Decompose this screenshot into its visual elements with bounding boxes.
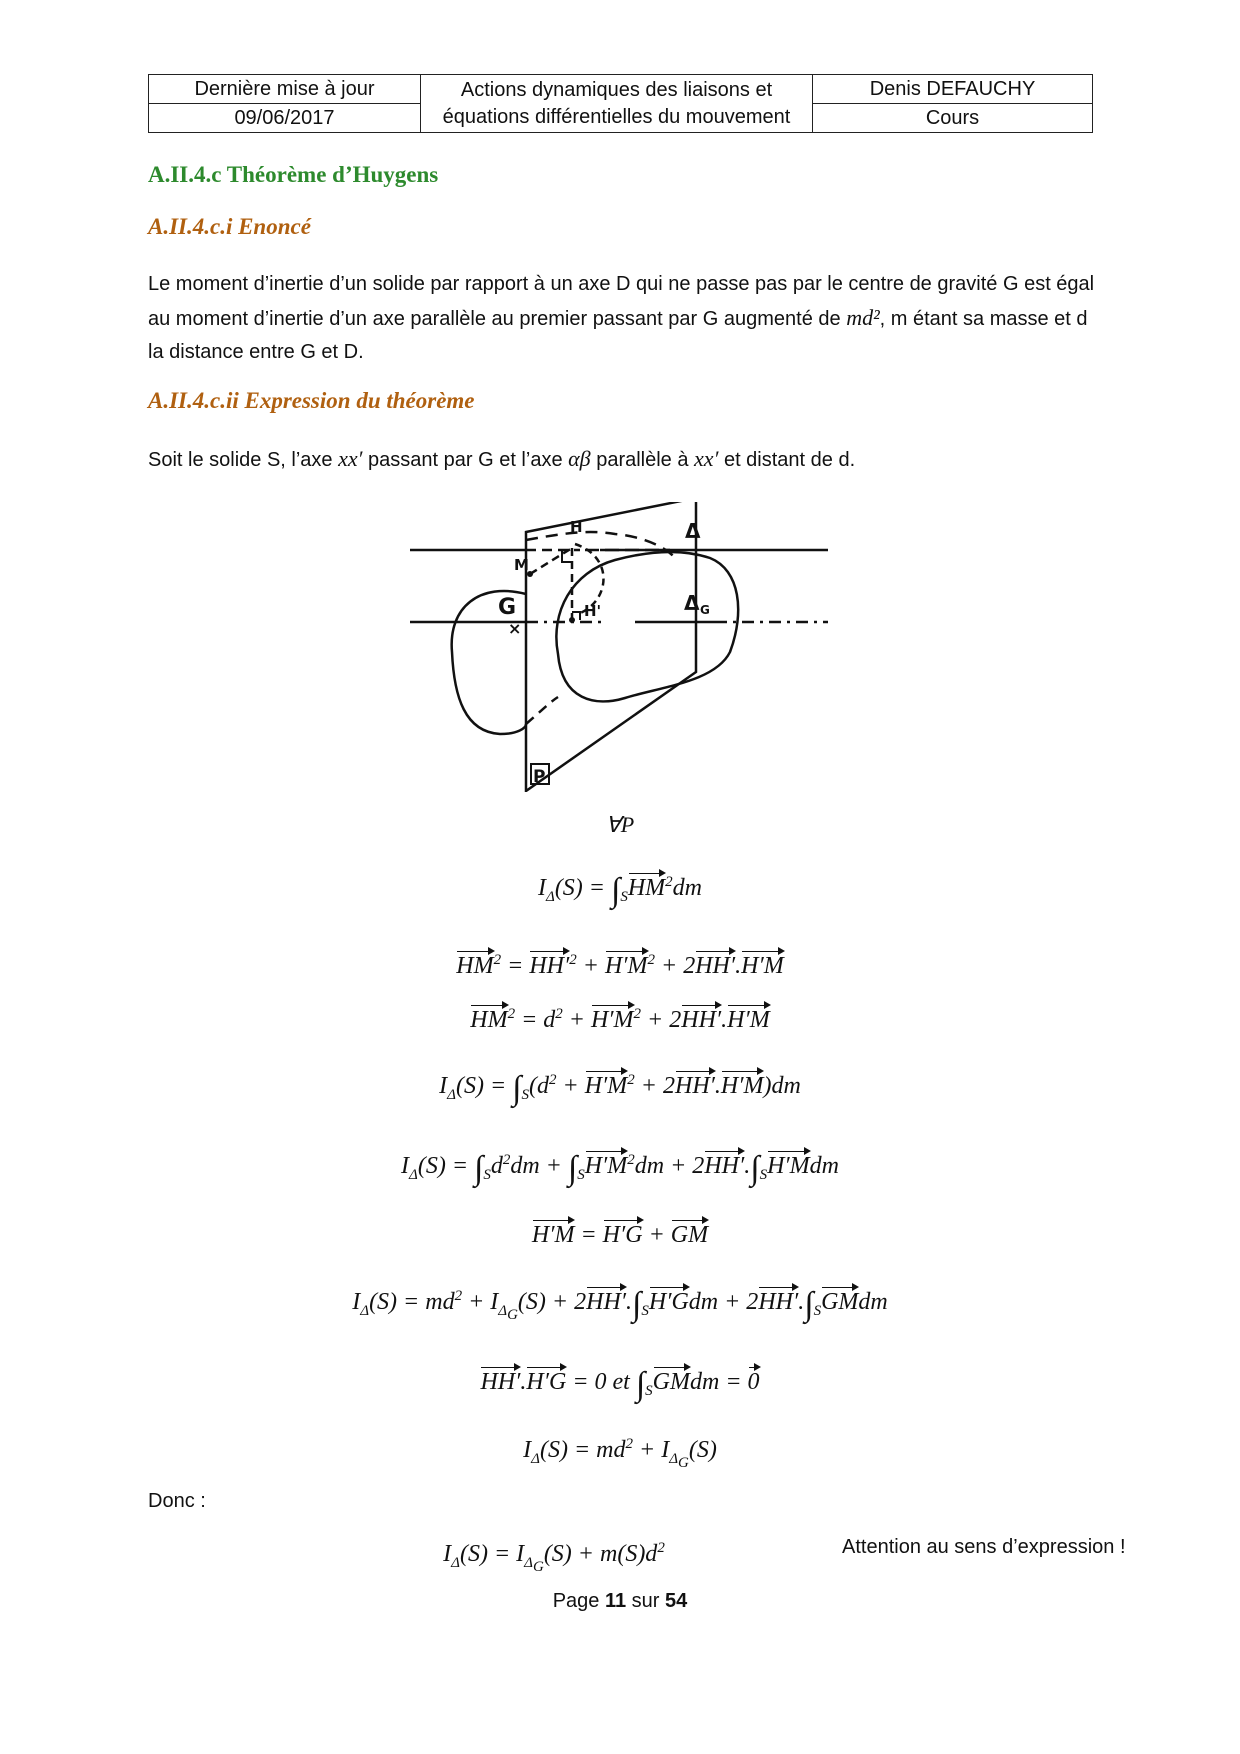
header-title-line1: Actions dynamiques des liaisons et (460, 78, 773, 101)
page-total: 54 (665, 1590, 688, 1612)
header-table (148, 74, 1093, 133)
equation-9: $I_\Delta(S) = md^2 + I_{\Delta_G}(S)$ (523, 1436, 717, 1471)
expression-paragraph: Soit le solide S, l’axe xx′ passant par G et l’axe αβ parallèle à xx′ et distant de d. (148, 446, 856, 471)
equation-2: $HM^2 = HH'^2 + H'M^2 + 2HH'.H'M$ (456, 952, 784, 979)
equation-7: $I_\Delta(S) = md^2 + I_{\Delta_G}(S) + 2HH'.\int_SH'Gdm$ + $2HH'.\int_SGMdm$ (352, 1286, 888, 1323)
header-title (421, 75, 813, 133)
label-h-prime: H' (584, 602, 602, 620)
svg-text:×: × (508, 619, 522, 638)
equation-4: $I_\Delta(S) = \int_S(d^2 + H'M^2 + 2HH'.H'M)dm$ (439, 1070, 801, 1107)
label-g: G (498, 595, 517, 620)
donc-label: Donc : (148, 1490, 206, 1512)
header-title-line2: équations différentielles du mouvement (442, 105, 791, 128)
plane-p (526, 502, 696, 791)
subsection-title-enonce: A.II.4.c.i Enoncé (148, 214, 311, 239)
label-delta-g: Δ (684, 591, 700, 615)
label-p: P (533, 767, 546, 787)
label-delta-g-sub: G (700, 603, 710, 617)
attention-note: Attention au sens d’expression ! (842, 1536, 1126, 1558)
header-author: Denis DEFAUCHY (813, 75, 1093, 104)
equation-8: HH′.H′G = 0 et $\int_SGMdm = 0$ (480, 1366, 760, 1403)
huygens-figure (410, 502, 840, 792)
label-m: M (514, 556, 529, 574)
header-label: Dernière mise à jour (149, 75, 421, 104)
label-h: H (570, 518, 583, 536)
enonce-paragraph: Le moment d’inertie d’un solide par rapport à un axe D qui ne passe pas par le centre de gravité G est égal au moment d’inertie d’un axe parallèle au premier passant par G augmenté de md², m étant sa masse et d la distance entre G et D. (148, 273, 1095, 363)
equation-final: $I_\Delta(S) = I_{\Delta_G}(S) + m(S)d^2$ (443, 1540, 665, 1575)
subsection-title-expression: A.II.4.c.ii Expression du théorème (148, 388, 475, 413)
header-date: 09/06/2017 (149, 104, 421, 133)
section-title: A.II.4.c Théorème d’Huygens (148, 162, 439, 187)
label-delta: Δ (685, 519, 701, 543)
page-footer: Page 11 sur 54 (552, 1590, 688, 1612)
solid-right (556, 552, 738, 701)
equation-6: H′M = H′G + GM (531, 1222, 709, 1248)
page-number: 11 (604, 1590, 627, 1612)
equation-3: $HM^2 = d^2 + H'M^2 + 2HH'.H'M$ (470, 1006, 770, 1033)
equation-1: $I_\Delta(S) = \int_SHM^2dm$ (538, 872, 702, 909)
forall-line: ∀P (605, 812, 635, 837)
header-type: Cours (813, 104, 1093, 133)
equation-5: $I_\Delta(S) = \int_Sd^2dm + \int_SH'M^2dm + 2HH'.\int_SH'Mdm$ (401, 1150, 839, 1187)
